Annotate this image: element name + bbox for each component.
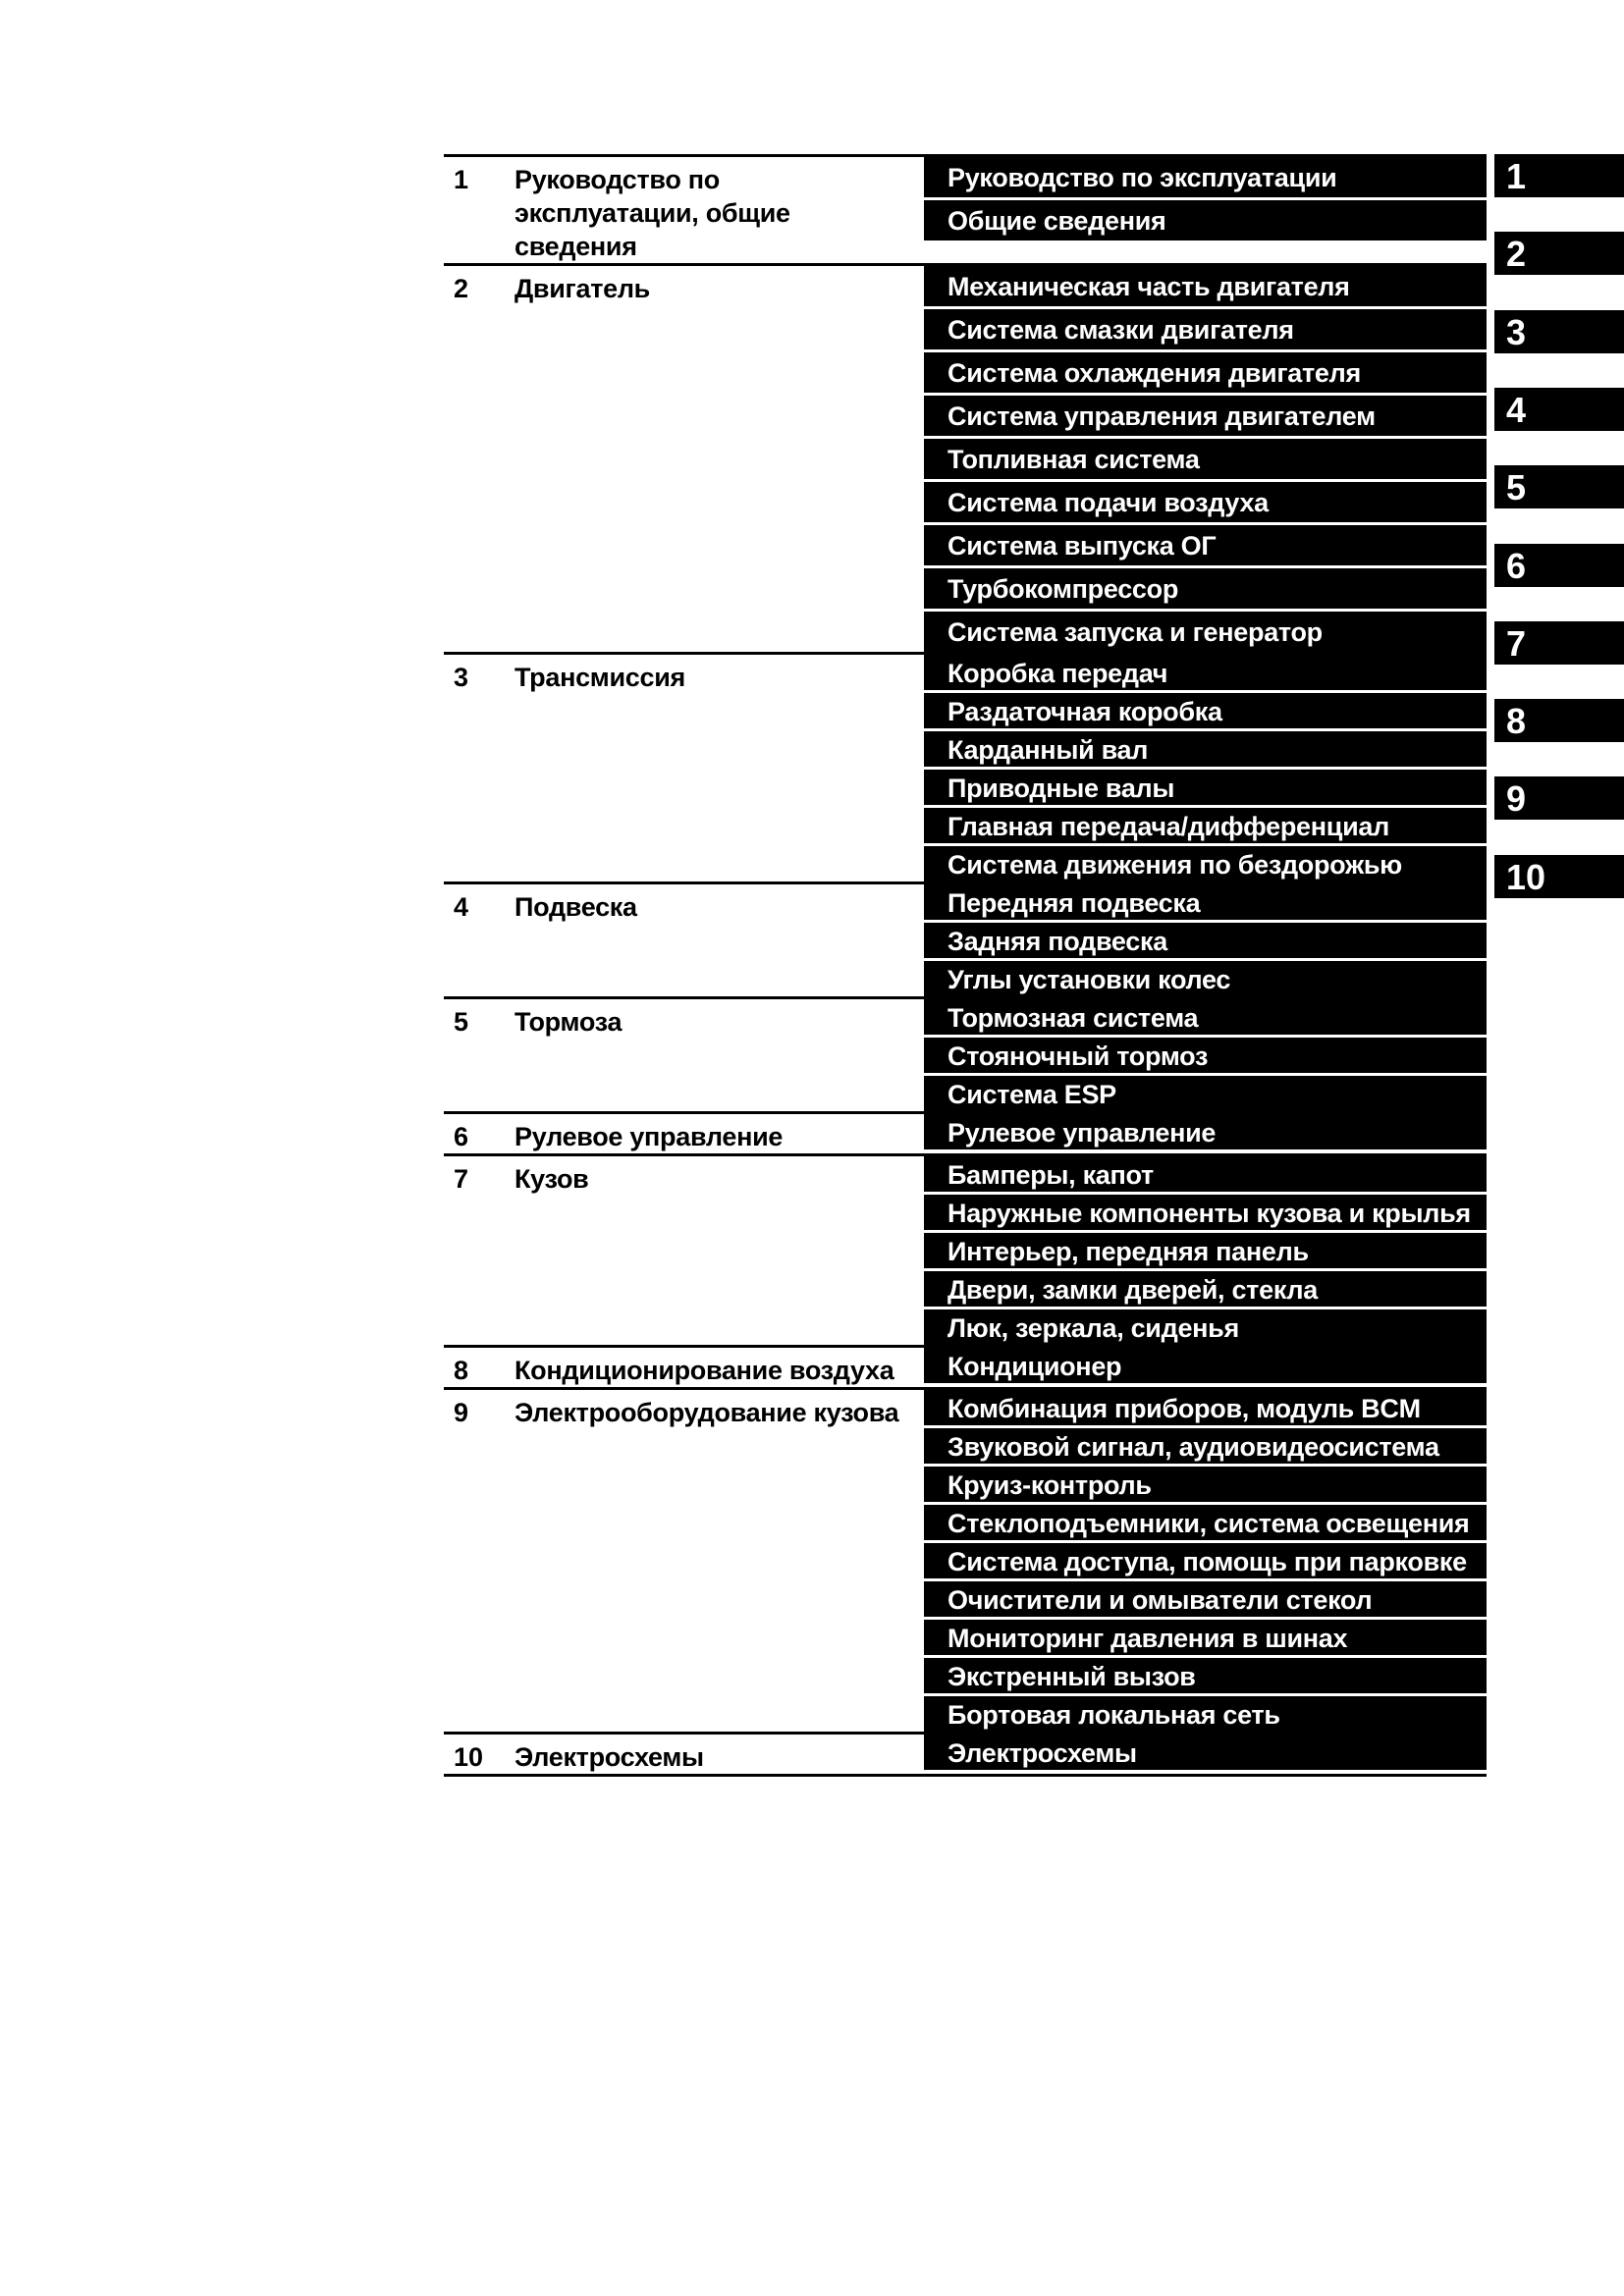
section-heading [444,1735,924,1774]
subsection-bar[interactable]: Мониторинг давления в шинах [924,1620,1487,1655]
toc-section [444,1111,1487,1153]
subsection-bar[interactable]: Бамперы, капот [924,1156,1487,1192]
section-number: 2 [454,274,469,303]
subsection-list [924,157,1487,263]
section-heading [444,655,924,881]
section-heading [444,1390,924,1732]
section-heading [444,1114,924,1153]
subsection-bar[interactable]: Тормозная система [924,999,1487,1035]
subsection-bar[interactable]: Передняя подвеска [924,884,1487,920]
chapter-tab[interactable]: 7 [1494,621,1624,665]
section-number: 7 [454,1164,469,1194]
subsection-bar[interactable]: Экстренный вызов [924,1658,1487,1693]
subsection-list [924,999,1487,1111]
subsection-bar[interactable]: Круиз-контроль [924,1467,1487,1502]
section-number: 6 [454,1122,469,1151]
section-title[interactable]: Рулевое управление [514,1122,784,1151]
section-title[interactable]: Кузов [514,1164,589,1194]
chapter-tab[interactable]: 1 [1494,154,1624,197]
section-number: 3 [454,663,469,692]
toc-section [444,263,1487,652]
section-title[interactable]: Руководство по эксплуатации, общие сведения [514,165,790,261]
subsection-bar[interactable]: Механическая часть двигателя [924,266,1487,306]
subsection-bar[interactable]: Главная передача/дифференциал [924,808,1487,843]
subsection-bar[interactable]: Углы установки колес [924,961,1487,996]
section-title[interactable]: Подвеска [514,892,637,922]
chapter-tab[interactable]: 10 [1494,855,1624,898]
subsection-bar[interactable]: Система движения по бездорожью [924,846,1487,881]
subsection-bar[interactable]: Двери, замки дверей, стекла [924,1271,1487,1307]
section-number: 10 [454,1742,484,1772]
section-title[interactable]: Тормоза [514,1007,623,1037]
section-heading [444,999,924,1111]
section-heading [444,266,924,652]
subsection-bar[interactable]: Карданный вал [924,731,1487,767]
subsection-list [924,1390,1487,1732]
section-title[interactable]: Электросхемы [514,1742,704,1772]
section-number: 4 [454,892,469,922]
subsection-bar[interactable]: Рулевое управление [924,1114,1487,1149]
chapter-tab[interactable]: 3 [1494,310,1624,353]
section-heading [444,884,924,996]
section-number: 8 [454,1356,469,1385]
subsection-bar[interactable]: Система выпуска ОГ [924,525,1487,565]
subsection-bar[interactable]: Раздаточная коробка [924,693,1487,728]
chapter-tab[interactable]: 6 [1494,544,1624,587]
subsection-bar[interactable]: Люк, зеркала, сиденья [924,1309,1487,1345]
subsection-bar[interactable]: Коробка передач [924,655,1487,690]
subsection-list [924,1348,1487,1387]
section-number: 5 [454,1007,469,1037]
subsection-list [924,1735,1487,1774]
subsection-list [924,1114,1487,1153]
toc-section [444,1153,1487,1345]
chapter-tab[interactable]: 4 [1494,388,1624,431]
table-of-contents [444,154,1487,1777]
subsection-bar[interactable]: Система запуска и генератор [924,612,1487,652]
subsection-bar[interactable]: Электросхемы [924,1735,1487,1770]
toc-section [444,881,1487,996]
subsection-bar[interactable]: Очистители и омыватели стекол [924,1581,1487,1617]
section-number: 9 [454,1398,469,1427]
section-title[interactable]: Двигатель [514,274,650,303]
subsection-bar[interactable]: Наружные компоненты кузова и крылья [924,1195,1487,1230]
section-title[interactable]: Электрооборудование кузова [514,1398,899,1427]
toc-section [444,652,1487,881]
subsection-bar[interactable]: Руководство по эксплуатации [924,157,1487,197]
subsection-bar[interactable]: Общие сведения [924,200,1487,240]
toc-section [444,996,1487,1111]
subsection-bar[interactable]: Система смазки двигателя [924,309,1487,349]
subsection-bar[interactable]: Звуковой сигнал, аудиовидеосистема [924,1428,1487,1464]
subsection-bar[interactable]: Система управления двигателем [924,396,1487,436]
section-heading [444,157,924,263]
section-title[interactable]: Кондиционирование воздуха [514,1356,894,1385]
subsection-list [924,1156,1487,1345]
subsection-bar[interactable]: Кондиционер [924,1348,1487,1383]
toc-section [444,1345,1487,1387]
chapter-tab[interactable]: 2 [1494,232,1624,275]
subsection-list [924,655,1487,881]
section-heading [444,1348,924,1387]
subsection-list [924,884,1487,996]
subsection-list [924,266,1487,652]
toc-section [444,1387,1487,1732]
subsection-bar[interactable]: Турбокомпрессор [924,568,1487,609]
subsection-bar[interactable]: Система охлаждения двигателя [924,352,1487,393]
subsection-bar[interactable]: Бортовая локальная сеть [924,1696,1487,1732]
subsection-bar[interactable]: Приводные валы [924,770,1487,805]
chapter-tab[interactable]: 5 [1494,465,1624,508]
subsection-bar[interactable]: Комбинация приборов, модуль BCM [924,1390,1487,1425]
subsection-bar[interactable]: Система доступа, помощь при парковке [924,1543,1487,1578]
section-heading [444,1156,924,1345]
toc-section [444,154,1487,263]
subsection-bar[interactable]: Задняя подвеска [924,923,1487,958]
chapter-tab[interactable]: 9 [1494,776,1624,820]
toc-section [444,1732,1487,1777]
section-title[interactable]: Трансмиссия [514,663,685,692]
subsection-bar[interactable]: Система ESP [924,1076,1487,1111]
subsection-bar[interactable]: Топливная система [924,439,1487,479]
section-number: 1 [454,165,469,194]
subsection-bar[interactable]: Интерьер, передняя панель [924,1233,1487,1268]
subsection-bar[interactable]: Стояночный тормоз [924,1038,1487,1073]
chapter-tab[interactable]: 8 [1494,699,1624,742]
subsection-bar[interactable]: Система подачи воздуха [924,482,1487,522]
subsection-bar[interactable]: Стеклоподъемники, система освещения [924,1505,1487,1540]
